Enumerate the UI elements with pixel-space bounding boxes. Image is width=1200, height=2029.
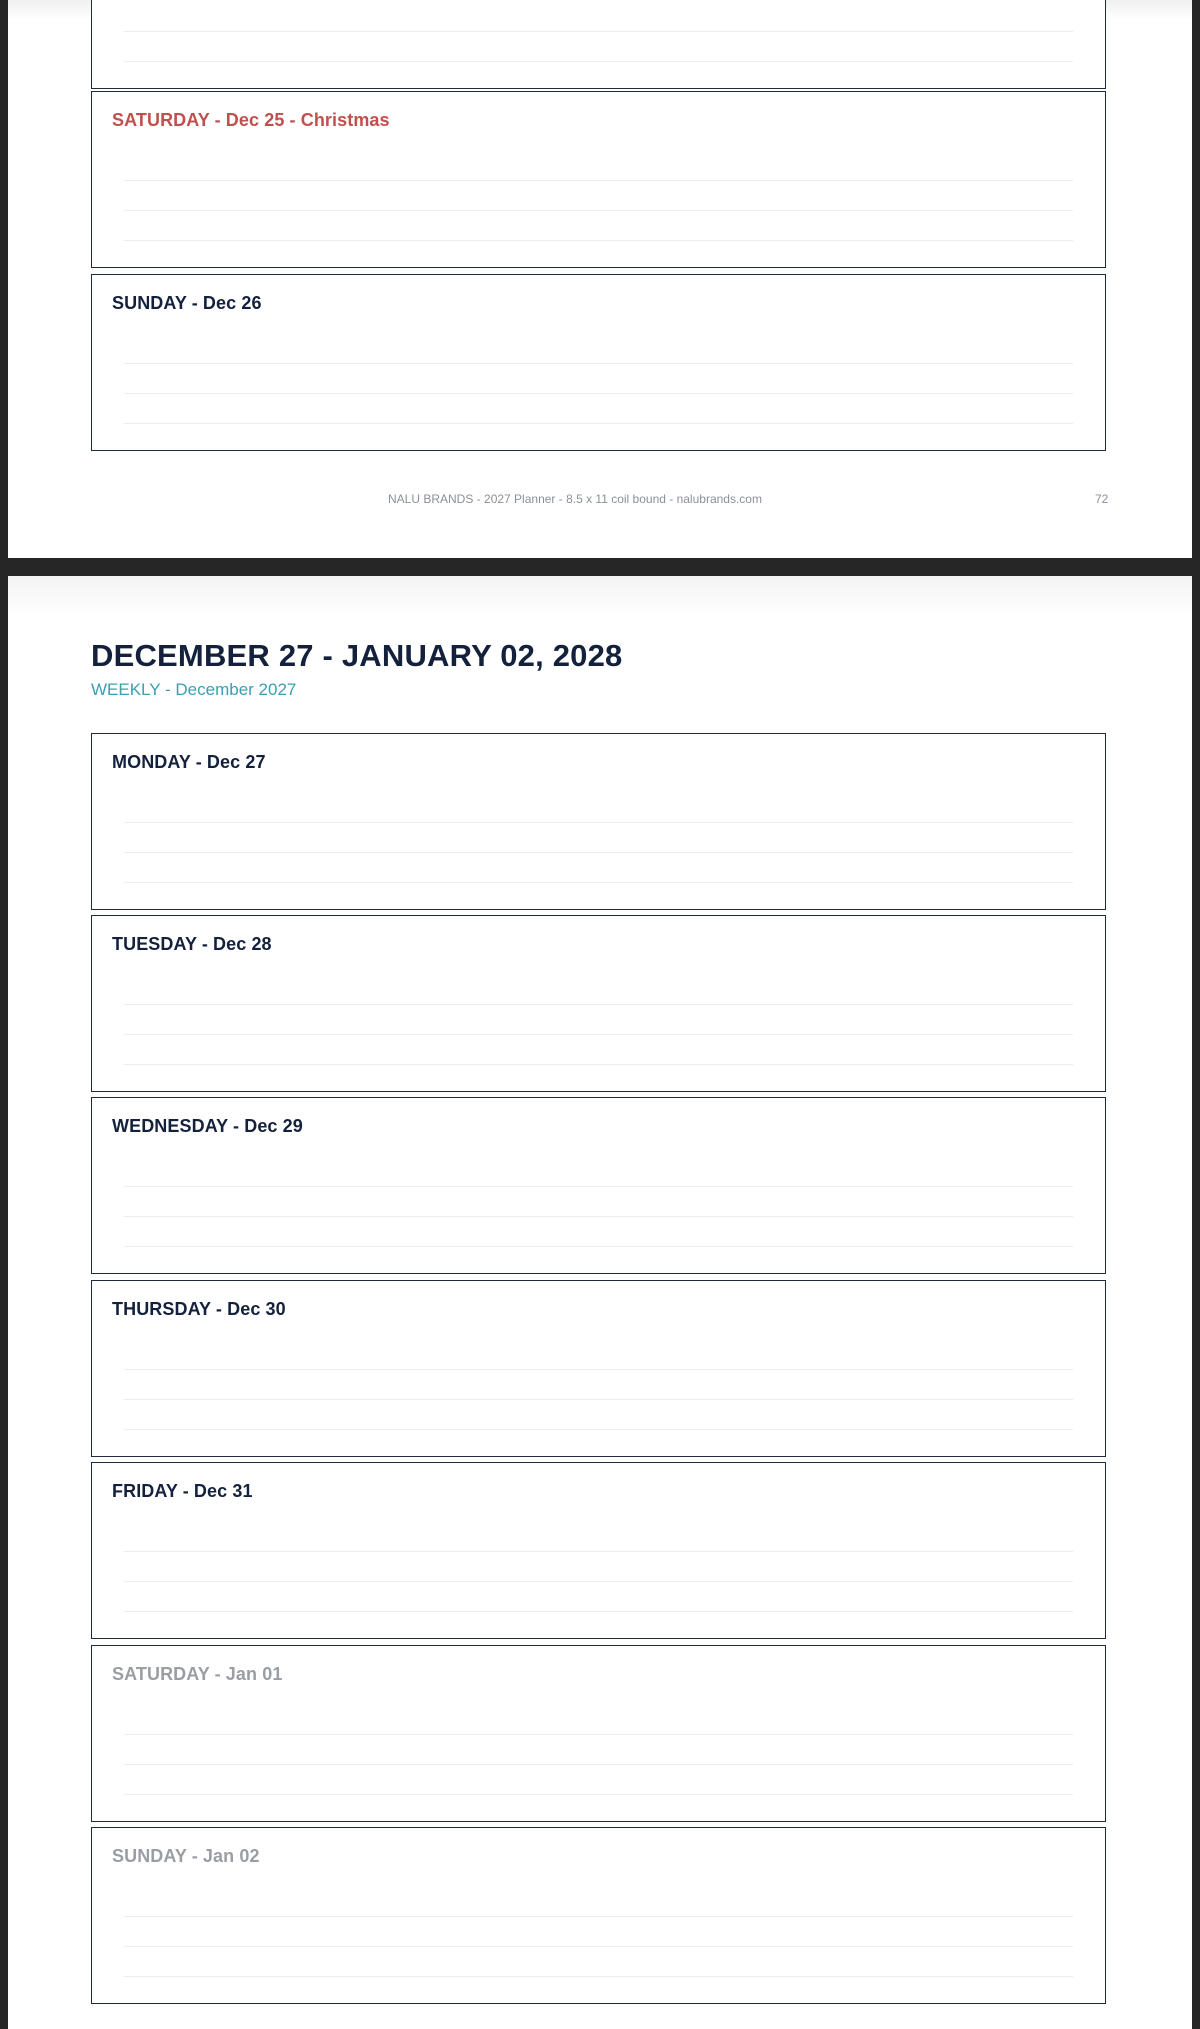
page-footer: NALU BRANDS - 2027 Planner - 8.5 x 11 coil bound - nalubrands.com bbox=[388, 492, 762, 506]
day-title: SUNDAY - Jan 02 bbox=[112, 1846, 260, 1866]
writing-line bbox=[124, 882, 1073, 883]
day-title: SATURDAY - Dec 25 - Christmas bbox=[112, 110, 390, 130]
writing-line bbox=[124, 423, 1073, 424]
day-box-tuesday bbox=[91, 915, 1106, 1092]
writing-line bbox=[124, 1946, 1073, 1947]
day-box-saturday bbox=[91, 91, 1106, 268]
day-box-partial bbox=[91, 0, 1106, 89]
day-box-sunday bbox=[91, 1827, 1106, 2004]
day-title: TUESDAY - Dec 28 bbox=[112, 934, 272, 954]
writing-line bbox=[124, 1916, 1073, 1917]
day-box-sunday bbox=[91, 274, 1106, 451]
writing-line bbox=[124, 1186, 1073, 1187]
writing-line bbox=[124, 1399, 1073, 1400]
writing-line bbox=[124, 822, 1073, 823]
writing-line bbox=[124, 1976, 1073, 1977]
writing-line bbox=[124, 1764, 1073, 1765]
writing-line bbox=[124, 1064, 1073, 1065]
day-box-thursday bbox=[91, 1280, 1106, 1457]
page-number: 72 bbox=[1095, 492, 1109, 506]
writing-line bbox=[124, 1611, 1073, 1612]
planner-page-72 bbox=[8, 0, 1192, 558]
writing-line bbox=[124, 1551, 1073, 1552]
writing-line bbox=[124, 1004, 1073, 1005]
day-box-friday bbox=[91, 1462, 1106, 1639]
day-box-saturday bbox=[91, 1645, 1106, 1822]
page-subtitle: WEEKLY - December 2027 bbox=[91, 680, 297, 699]
writing-line bbox=[124, 61, 1073, 62]
page-title: DECEMBER 27 - JANUARY 02, 2028 bbox=[91, 638, 623, 673]
writing-line bbox=[124, 1246, 1073, 1247]
day-title: SATURDAY - Jan 01 bbox=[112, 1664, 283, 1684]
day-box-monday bbox=[91, 733, 1106, 910]
writing-line bbox=[124, 852, 1073, 853]
writing-line bbox=[124, 180, 1073, 181]
writing-line bbox=[124, 1429, 1073, 1430]
writing-line bbox=[124, 1216, 1073, 1217]
writing-line bbox=[124, 210, 1073, 211]
writing-line bbox=[124, 1734, 1073, 1735]
day-title: FRIDAY - Dec 31 bbox=[112, 1481, 253, 1501]
day-title: MONDAY - Dec 27 bbox=[112, 752, 266, 772]
writing-line bbox=[124, 363, 1073, 364]
writing-line bbox=[124, 1794, 1073, 1795]
day-title: WEDNESDAY - Dec 29 bbox=[112, 1116, 303, 1136]
writing-line bbox=[124, 1581, 1073, 1582]
writing-line bbox=[124, 393, 1073, 394]
day-title: SUNDAY - Dec 26 bbox=[112, 293, 262, 313]
writing-line bbox=[124, 240, 1073, 241]
planner-page-weekly bbox=[8, 576, 1192, 2029]
day-box-wednesday bbox=[91, 1097, 1106, 1274]
writing-line bbox=[124, 31, 1073, 32]
writing-line bbox=[124, 1369, 1073, 1370]
day-title: THURSDAY - Dec 30 bbox=[112, 1299, 286, 1319]
writing-line bbox=[124, 1034, 1073, 1035]
